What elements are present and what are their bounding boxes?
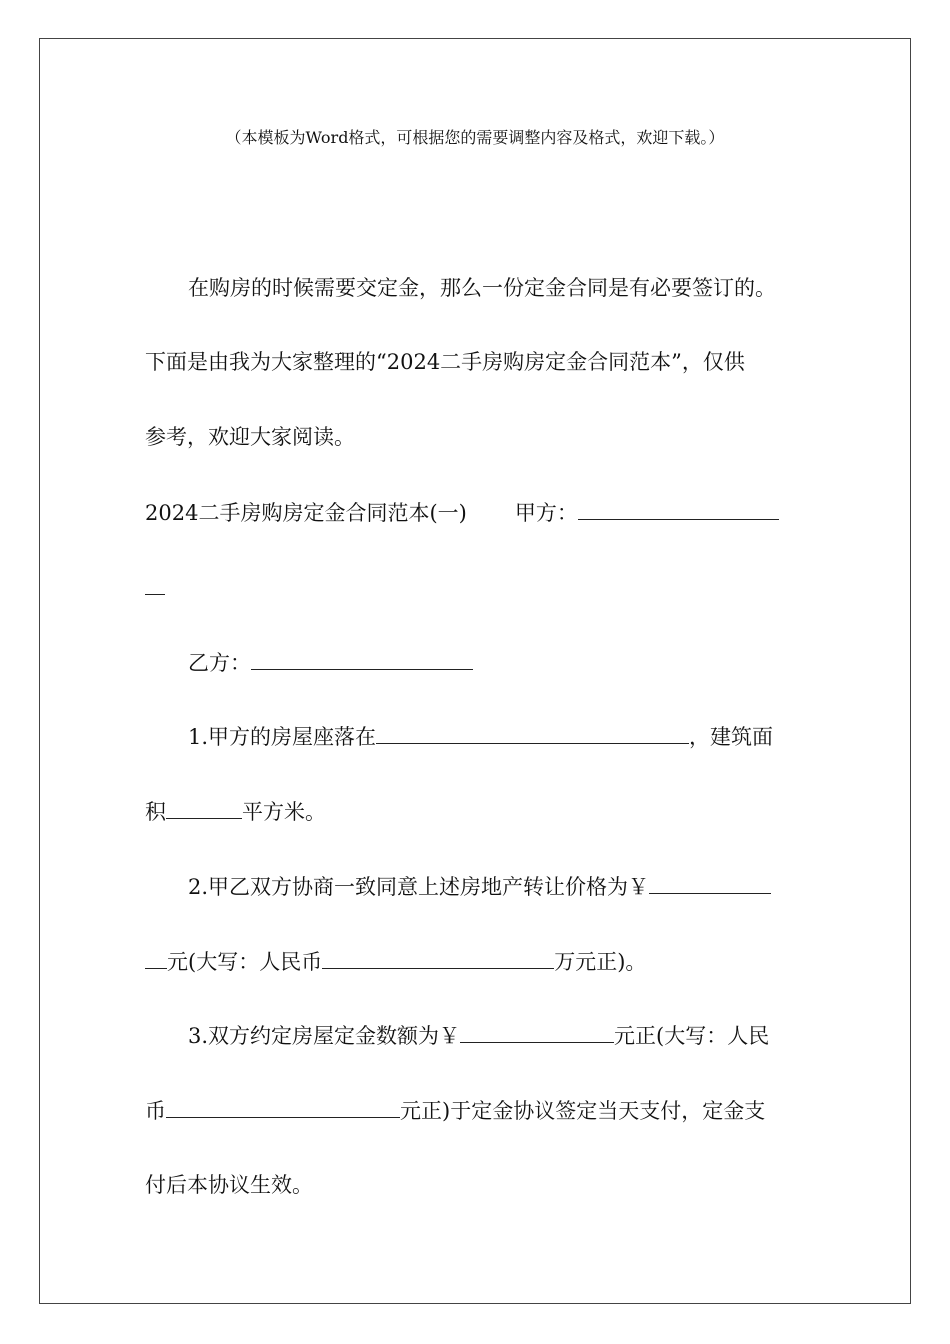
clause2-cont-mid: 元(大写：人民币: [167, 950, 323, 974]
clause3-cont-mid: 元正)于定金协议签定当天支付，定金支: [400, 1099, 766, 1123]
party-a-blank-cont: [145, 572, 165, 595]
clause2-cont-line: [145, 946, 646, 977]
contract-title: 2024二手房购房定金合同范本(一): [145, 501, 467, 525]
clause1-line: [188, 721, 773, 752]
clause1-prefix: 1.甲方的房屋座落在: [188, 725, 377, 749]
clause1-cont-line: [145, 796, 326, 827]
party-b-blank: [251, 647, 473, 670]
clause3-cont-line: [145, 1095, 765, 1126]
intro-line-1: 在购房的时候需要交定金，那么一份定金合同是有必要签订的。: [188, 276, 776, 300]
deposit-uppercase-blank: [166, 1095, 400, 1118]
clause2-line: [188, 871, 771, 902]
clause3-last-line: 付后本协议生效。: [145, 1173, 313, 1197]
party-a-label: 甲方：: [514, 501, 578, 525]
clause3-prefix: 3.双方约定房屋定金数额为￥: [188, 1024, 461, 1048]
intro-line-3: 参考，欢迎大家阅读。: [145, 425, 355, 449]
clause2-prefix: 2.甲乙双方协商一致同意上述房地产转让价格为￥: [188, 875, 650, 899]
party-a-blank-cont-line: [145, 572, 165, 603]
intro-line-2: 下面是由我为大家整理的“2024二手房购房定金合同范本”，仅供: [145, 350, 745, 374]
clause1-mid: ，建筑面: [689, 725, 774, 749]
clause1-cont-prefix: 积: [145, 800, 166, 824]
party-a-blank: [578, 497, 779, 520]
location-blank: [376, 721, 689, 744]
price-blank: [649, 871, 771, 894]
clause3-line: [188, 1020, 769, 1051]
deposit-blank: [460, 1020, 614, 1043]
clause3-cont-prefix: 币: [145, 1099, 166, 1123]
party-b-label: 乙方：: [188, 651, 251, 675]
contract-title-line: [145, 497, 779, 528]
price-uppercase-blank: [322, 946, 554, 969]
template-notice: （本模板为Word格式，可根据您的需要调整内容及格式，欢迎下载。）: [225, 128, 725, 147]
area-blank: [166, 796, 242, 819]
clause2-suffix: 万元正)。: [554, 950, 647, 974]
party-b-line: [188, 647, 473, 678]
price-blank-cont: [145, 946, 167, 969]
clause3-mid: 元正(大写：人民: [614, 1024, 770, 1048]
clause1-suffix: 平方米。: [242, 800, 326, 824]
